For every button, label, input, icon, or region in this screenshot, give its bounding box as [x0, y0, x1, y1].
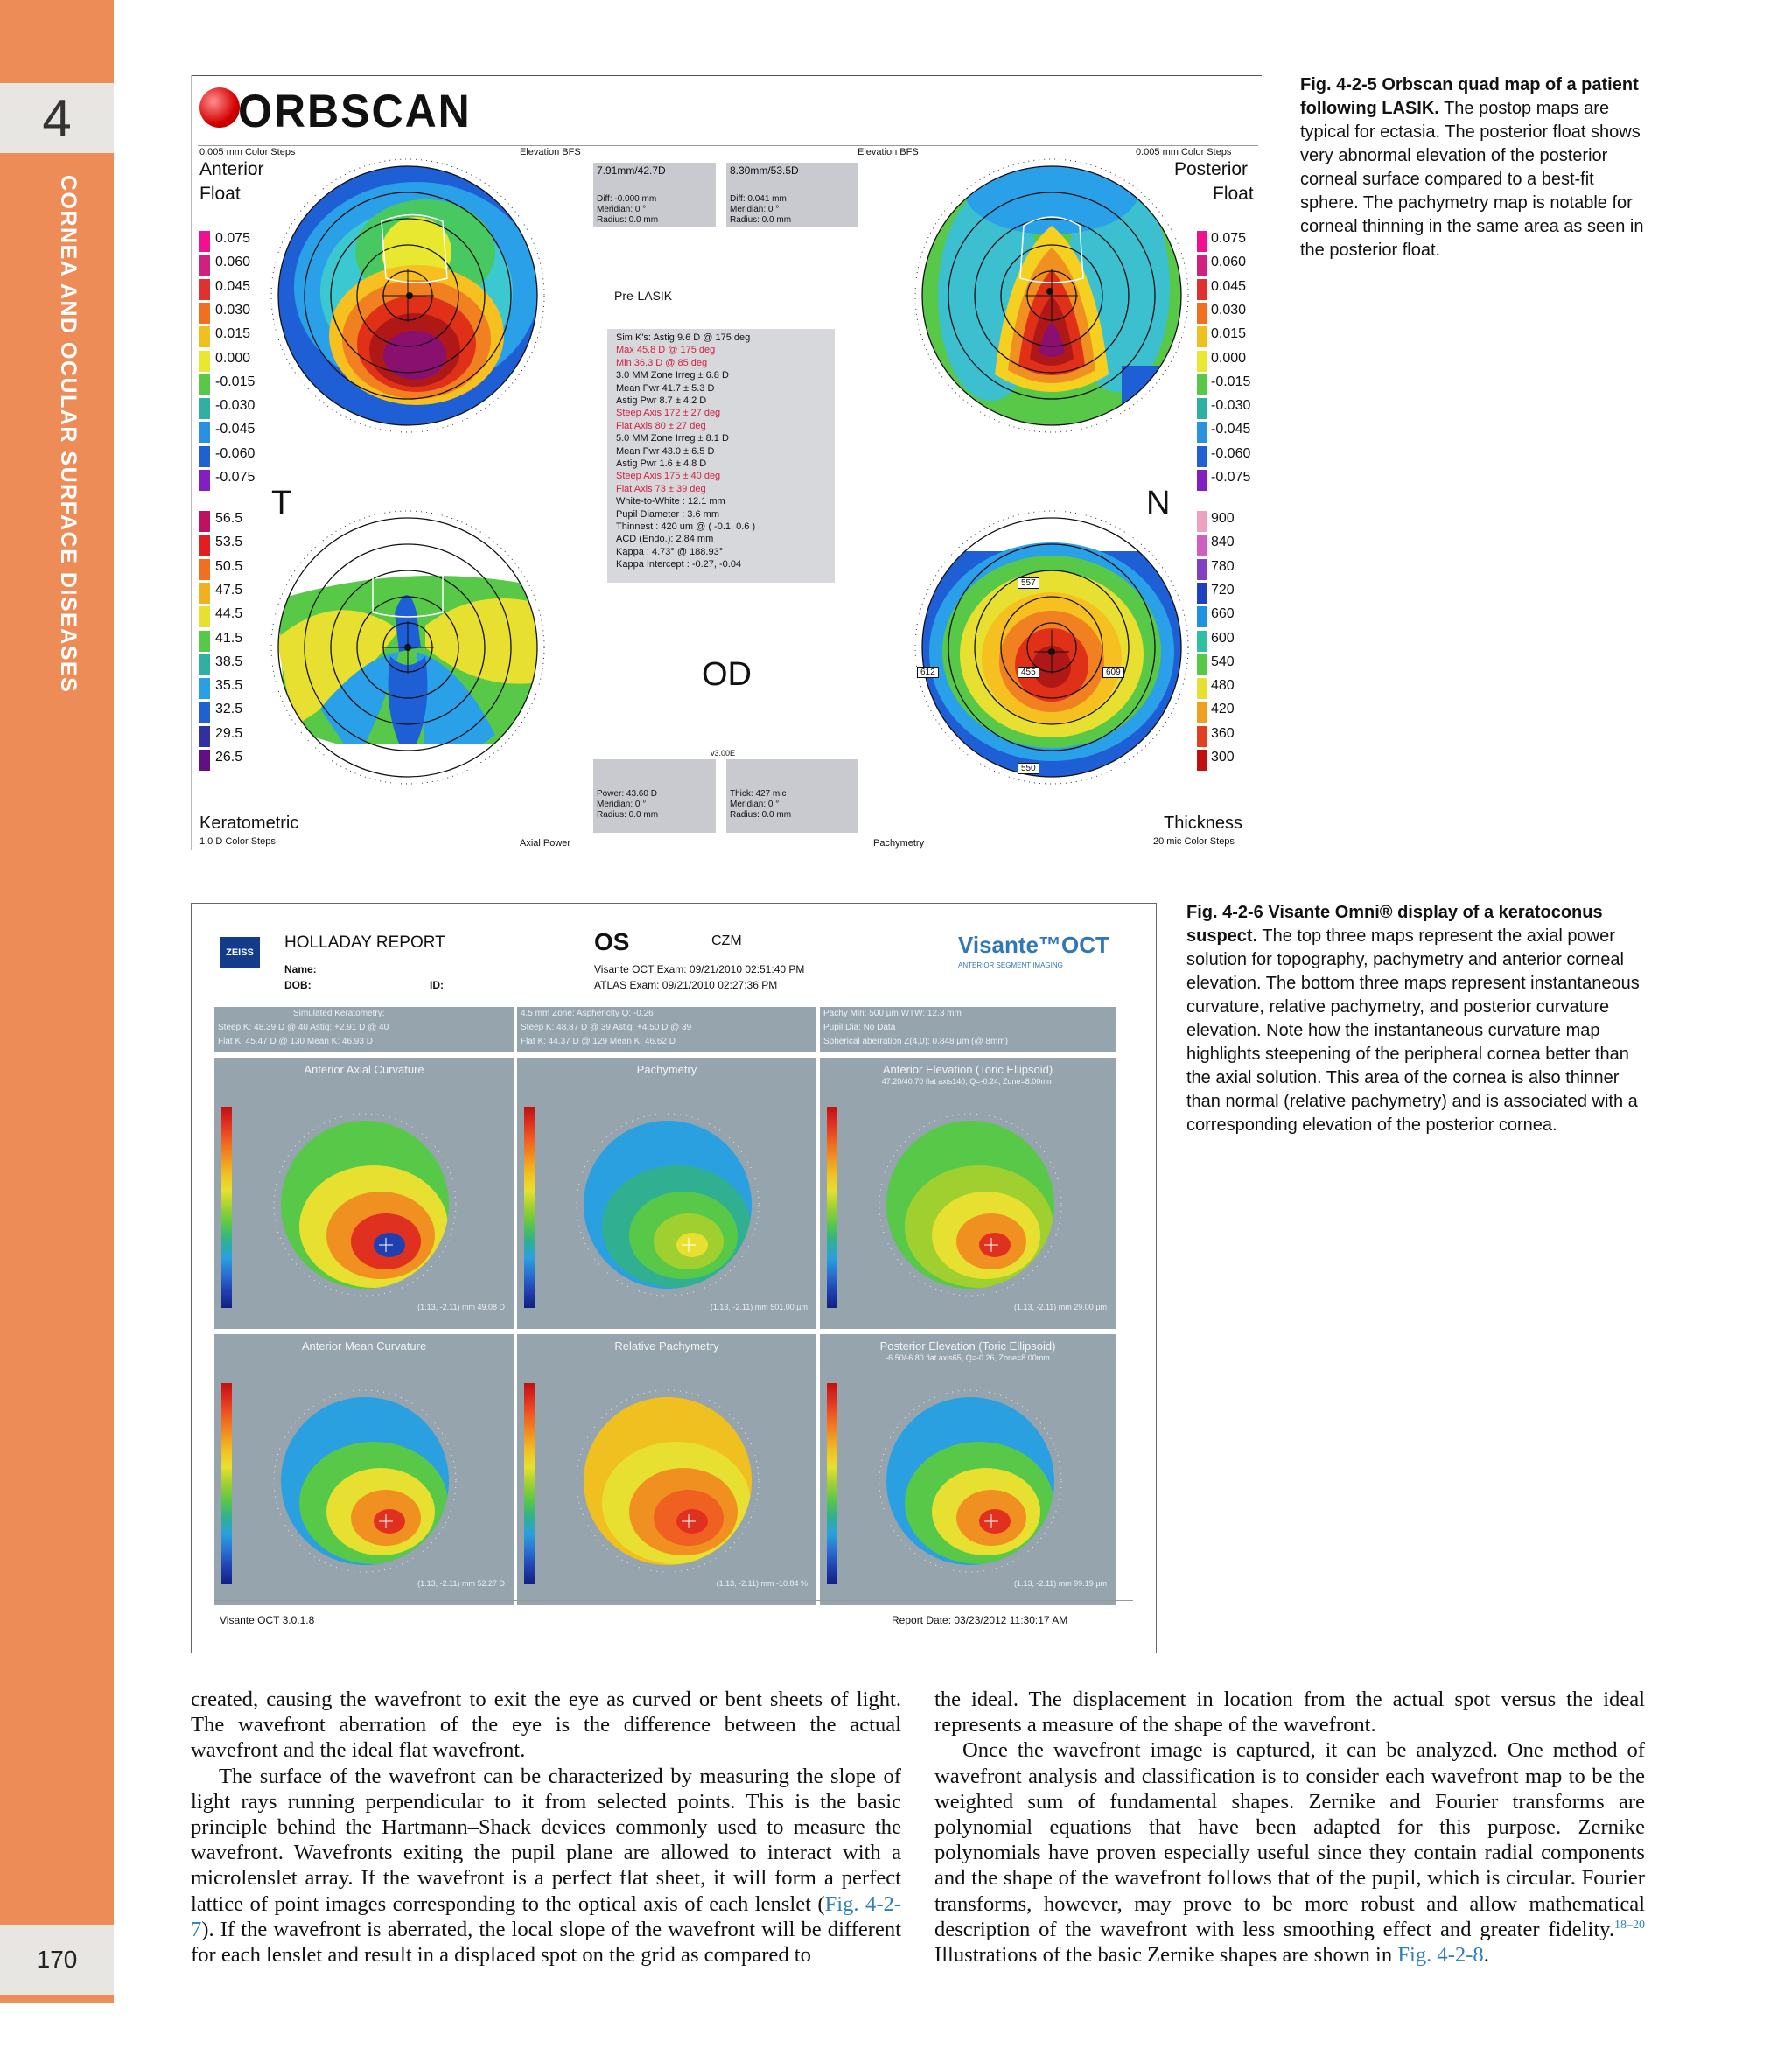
- scale-swatch: [200, 606, 210, 627]
- panel-map: [269, 1108, 461, 1301]
- visante-brand-sub: ANTERIOR SEGMENT IMAGING: [958, 961, 1063, 969]
- scale-swatch: [1197, 255, 1208, 276]
- right-paragraph-2a: Once the wavefront image is captured, it can be analyzed. One method of wavefront analysis and classification is to consider each wavefront map to be the weighted sum of fundamental shapes. Zernike and Fourier transforms are polynomial equations that have been adapted for this purpose. Zernike polynomials have proven especially useful since they contain radial components and the shape of the wavefront follows that of the pupil, which is circular. Fourier transforms, however, may prove to be more robust and allow mathematical description of the wavefront with less smoothing effect and greater fidelity.: [934, 1738, 1645, 1941]
- fig2-caption: [1186, 901, 1647, 1137]
- bfs-box-left: [593, 163, 716, 227]
- scale-label: 780: [1211, 558, 1235, 574]
- eye-label: OS: [594, 928, 630, 955]
- scale-swatch: [1197, 446, 1208, 467]
- scale-entry: [200, 629, 261, 653]
- panel-title: Anterior Elevation (Toric Ellipsoid): [882, 1063, 1054, 1076]
- scale-entry: [200, 748, 261, 772]
- panel-color-scale: [827, 1107, 837, 1308]
- scale-label: 600: [1211, 630, 1235, 646]
- simk-line: Min 36.3 D @ 85 deg: [616, 357, 708, 368]
- zone-line-1: Steep K: 48.87 D @ 39 Astig: +4.50 D @ 39: [521, 1023, 692, 1032]
- panel-title: Relative Pachymetry: [614, 1339, 719, 1353]
- scale-entry: [1197, 444, 1267, 468]
- scale-swatch: [200, 702, 210, 723]
- scale-swatch: [1197, 511, 1208, 532]
- scale-swatch: [1197, 750, 1208, 771]
- visante-map-panel: [517, 1058, 816, 1329]
- scale-swatch: [200, 511, 210, 532]
- power-line-3: Radius: 0.0 mm: [597, 810, 659, 820]
- power-box: [593, 759, 716, 833]
- scale-entry: [1197, 676, 1267, 700]
- simk-line: Flat Axis 73 ± 39 deg: [616, 483, 706, 494]
- scale-entry: [1197, 325, 1267, 348]
- right-float-scale: [1197, 229, 1267, 492]
- scale-entry: [1197, 605, 1267, 628]
- scale-entry: [200, 444, 261, 468]
- orbscan-logo: [200, 82, 497, 135]
- scale-swatch: [1197, 702, 1208, 723]
- keratometric-scale: [191, 509, 261, 772]
- figure-visante: [191, 903, 1157, 1653]
- thick-steps: 20 mic Color Steps: [1153, 836, 1235, 847]
- label-anterior: Anterior: [200, 159, 264, 179]
- scale-swatch: [1197, 422, 1208, 443]
- panel-map: [571, 1385, 764, 1577]
- panel-cursor-readout: (1.13, -2.11) mm 29.00 µm: [1013, 1303, 1107, 1311]
- scale-entry: [200, 533, 261, 556]
- fig1-caption: [1300, 73, 1650, 262]
- right-color-steps: 0.005 mm Color Steps: [1136, 147, 1232, 157]
- label-posterior: Posterior: [1174, 159, 1249, 179]
- scale-label: 53.5: [215, 535, 243, 550]
- simk-line: White-to-White : 12.1 mm: [616, 496, 725, 507]
- panel-map: [269, 1385, 461, 1577]
- footer-version: Visante OCT 3.0.1.8: [220, 1614, 315, 1626]
- thick-line-3: Radius: 0.0 mm: [730, 810, 792, 820]
- panel-cursor-readout: (1.13, -2.11) mm 99.19 µm: [1013, 1579, 1107, 1588]
- scale-swatch: [200, 303, 210, 324]
- chapter-title: CORNEA AND OCULAR SURFACE DISEASES: [56, 175, 80, 694]
- bfs-box-right: [726, 163, 858, 227]
- scale-swatch: [1197, 583, 1208, 604]
- body-column-right: [934, 1687, 1645, 1968]
- label-float-right: Float: [1213, 184, 1254, 204]
- simk-line: Sim K's: Astig 9.6 D @ 175 deg: [616, 332, 751, 343]
- pachy-header: [820, 1007, 1116, 1052]
- footer-report-date: Report Date: 03/23/2012 11:30:17 AM: [892, 1614, 1068, 1626]
- scale-label: 32.5: [215, 702, 243, 717]
- chapter-title-vertical: [35, 175, 88, 700]
- panel-cursor-readout: (1.13, -2.11) mm 501.00 µm: [710, 1303, 808, 1311]
- scale-swatch: [1197, 374, 1208, 395]
- simk-line: Flat Axis 80 ± 27 deg: [616, 420, 706, 431]
- scale-entry: [200, 581, 261, 605]
- simk-line: Thinnest : 420 um @ ( -0.1, 0.6 ): [616, 521, 756, 532]
- scale-swatch: [200, 631, 210, 652]
- scale-swatch: [200, 678, 210, 699]
- left-paragraph-1: created, causing the wavefront to exit the eye as curved or bent sheets of light. The wavefront aberration of the eye is the difference between the actual wavefront and the ideal flat wavefront.: [191, 1688, 901, 1763]
- scale-label: -0.075: [215, 470, 256, 485]
- panel-color-scale: [221, 1383, 232, 1584]
- posterior-float-map: [912, 156, 1192, 436]
- scale-entry: [1197, 581, 1267, 605]
- scale-swatch: [1197, 279, 1208, 300]
- scale-label: 29.5: [215, 725, 243, 741]
- axial-power-label: Axial Power: [520, 838, 571, 849]
- simk-line: Astig Pwr 8.7 ± 4.2 D: [616, 395, 707, 406]
- visante-map-panel: [214, 1334, 514, 1605]
- simk-line: Mean Pwr 43.0 ± 6.5 D: [616, 445, 715, 457]
- scale-entry: [200, 605, 261, 628]
- pachymetry-label: Pachymetry: [873, 838, 925, 849]
- label-float-left: Float: [200, 184, 241, 204]
- scale-entry: [200, 277, 261, 301]
- scale-entry: [1197, 253, 1267, 276]
- scale-label: -0.015: [1211, 374, 1251, 389]
- scale-swatch: [200, 559, 210, 580]
- scale-entry: [1197, 700, 1267, 723]
- simk-line: Mean Pwr 41.7 ± 5.3 D: [616, 382, 715, 394]
- bfs-right-value: 8.30mm/53.5D: [730, 164, 799, 177]
- fig1-caption-label: Fig. 4-2-5 Orbscan quad map of a patient following LASIK.: [1300, 75, 1639, 118]
- scale-label: 0.030: [215, 302, 251, 318]
- simk-box: [607, 329, 835, 583]
- sim-k-line-1: Steep K: 48.39 D @ 40 Astig: +2.91 D @ 40: [218, 1023, 389, 1032]
- diff-right-line-1: Diff: 0.041 mm: [730, 194, 787, 204]
- simk-line: Steep Axis 175 ± 40 deg: [616, 471, 721, 482]
- elev-bfs-right: Elevation BFS: [858, 147, 919, 157]
- pachy-value-center: 455: [1018, 667, 1040, 678]
- scale-label: -0.045: [215, 422, 256, 437]
- scale-entry: [200, 700, 261, 723]
- report-title: HOLLADAY REPORT: [284, 933, 445, 952]
- scale-label: 0.000: [215, 350, 251, 366]
- scale-entry: [1197, 373, 1267, 396]
- label-N: N: [1146, 485, 1171, 521]
- body-column-left: [191, 1687, 901, 1968]
- pachy-value-right: 609: [1102, 667, 1124, 678]
- scale-label: -0.060: [215, 445, 256, 461]
- scale-label: 44.5: [215, 606, 243, 622]
- scale-entry: [1197, 629, 1267, 653]
- panel-subtitle: -6.50/-6.80 flat axis65, Q=-0.26, Zone=8.00mm: [886, 1353, 1050, 1362]
- scale-label: 0.075: [215, 231, 251, 246]
- scale-swatch: [1197, 559, 1208, 580]
- scale-swatch: [200, 326, 210, 347]
- scale-label: 420: [1211, 702, 1235, 717]
- chapter-number: 4: [0, 83, 114, 153]
- visante-map-panel: [214, 1058, 514, 1329]
- diff-left-line-2: Meridian: 0 °: [597, 205, 647, 214]
- diff-left-line-3: Radius: 0.0 mm: [597, 215, 659, 225]
- pachy-value-bottom: 550: [1018, 763, 1040, 774]
- zeiss-logo: ZEISS: [220, 937, 260, 968]
- scale-entry: [1197, 229, 1267, 253]
- logo-text: ORBSCAN: [238, 85, 472, 137]
- zone-title: 4.5 mm Zone: Asphericity Q: -0.26: [521, 1009, 654, 1018]
- scale-swatch: [200, 351, 210, 372]
- scale-entry: [1197, 724, 1267, 748]
- scale-swatch: [1197, 726, 1208, 747]
- scale-label: 900: [1211, 511, 1235, 526]
- right-paragraph-2: [934, 1737, 1645, 1968]
- diff-right-line-2: Meridian: 0 °: [730, 205, 780, 214]
- scale-entry: [200, 253, 261, 276]
- scale-swatch: [200, 726, 210, 747]
- simk-line: 3.0 MM Zone Irreg ± 6.8 D: [616, 370, 729, 381]
- power-line-1: Power: 43.60 D: [597, 789, 657, 799]
- simk-line: Astig Pwr 1.6 ± 4.8 D: [616, 458, 707, 469]
- scale-entry: [200, 301, 261, 325]
- dob-label: DOB:: [284, 979, 312, 991]
- scale-entry: [1197, 277, 1267, 301]
- pachy-hdr-line-3: Spherical aberration Z(4,0): 0.848 µm (@ 8mm): [823, 1037, 1008, 1046]
- scale-label: 480: [1211, 678, 1235, 694]
- scale-swatch: [200, 422, 210, 443]
- scale-label: -0.015: [215, 374, 256, 389]
- scale-swatch: [200, 279, 210, 300]
- visante-map-panel: [820, 1058, 1116, 1329]
- scale-entry: [1197, 420, 1267, 444]
- label-T: T: [271, 485, 292, 521]
- scale-swatch: [200, 255, 210, 276]
- scale-swatch: [1197, 654, 1208, 675]
- scale-swatch: [1197, 470, 1208, 491]
- scale-entry: [200, 653, 261, 676]
- scale-label: 0.045: [1211, 278, 1247, 294]
- left-paragraph-2b: ). If the wavefront is aberrated, the local slope of the wavefront will be different for each lenslet and result in a displaced spot on the grid as compared to: [191, 1917, 901, 1968]
- scale-label: 0.015: [1211, 326, 1247, 342]
- panel-cursor-readout: (1.13, -2.11) mm 49.08 D: [417, 1303, 505, 1311]
- scale-swatch: [1197, 303, 1208, 324]
- scale-swatch: [1197, 535, 1208, 556]
- name-label: Name:: [284, 963, 317, 975]
- scale-entry: [200, 420, 261, 444]
- scale-entry: [1197, 557, 1267, 581]
- scale-swatch: [200, 583, 210, 604]
- scale-entry: [200, 373, 261, 396]
- scale-entry: [1197, 533, 1267, 556]
- page-number: 170: [0, 1925, 114, 1995]
- scale-label: -0.045: [1211, 422, 1251, 437]
- left-paragraph-2a: The surface of the wavefront can be characterized by measuring the slope of light rays running perpendicular to it from selected points. This is the basic principle behind the Hartmann–Shack devices commonly used to measure the wavefront. Wavefronts exiting the pupil plane are allowed to interact with a microlenslet array. If the wavefront is a perfect flat sheet, it will form a perfect lattice of point images corresponding to the optical axis of each lenslet (: [191, 1764, 901, 1916]
- left-float-scale: [191, 229, 261, 492]
- simk-line: 5.0 MM Zone Irreg ± 8.1 D: [616, 433, 729, 444]
- scale-entry: [1197, 396, 1267, 420]
- visante-map-panel: [517, 1334, 816, 1605]
- panel-title: Anterior Mean Curvature: [301, 1339, 427, 1353]
- simk-line: Steep Axis 172 ± 27 deg: [616, 408, 721, 419]
- scale-entry: [200, 509, 261, 533]
- scale-label: 0.030: [1211, 302, 1247, 318]
- panel-map: [874, 1108, 1067, 1301]
- scale-entry: [1197, 748, 1267, 772]
- zone-header: [517, 1007, 816, 1052]
- panel-color-scale: [221, 1107, 232, 1308]
- scale-swatch: [1197, 606, 1208, 627]
- diff-left-line-1: Diff: -0.000 mm: [597, 194, 657, 204]
- fig-4-2-8-link[interactable]: Fig. 4-2-8: [1397, 1943, 1484, 1968]
- label-thickness: Thickness: [1164, 814, 1243, 833]
- scale-entry: [1197, 653, 1267, 676]
- scale-swatch: [200, 374, 210, 395]
- panel-color-scale: [524, 1383, 535, 1584]
- czm-label: CZM: [711, 933, 742, 948]
- keratometric-map: [268, 507, 548, 787]
- scale-label: 300: [1211, 750, 1235, 765]
- fig2-caption-label: Fig. 4-2-6 Visante Omni® display of a keratoconus suspect.: [1186, 903, 1603, 946]
- scale-label: 0.060: [1211, 255, 1247, 270]
- simk-line: Kappa Intercept : -0.27, -0.04: [616, 559, 742, 570]
- panel-title: Posterior Elevation (Toric Ellipsoid): [879, 1339, 1056, 1353]
- scale-entry: [200, 325, 261, 348]
- scale-entry: [1197, 301, 1267, 325]
- scale-swatch: [200, 750, 210, 771]
- diff-right-line-3: Radius: 0.0 mm: [730, 215, 792, 225]
- pachy-hdr-line-2: Pupil Dia: No Data: [823, 1023, 896, 1032]
- label-OD: OD: [702, 656, 752, 693]
- pre-lasik-label: Pre-LASIK: [614, 289, 673, 303]
- citation-18-20[interactable]: 18–20: [1614, 1918, 1645, 1932]
- panel-cursor-readout: (1.13, -2.11) mm 52.27 D: [417, 1579, 505, 1588]
- scale-swatch: [1197, 231, 1208, 252]
- scale-label: 38.5: [215, 654, 243, 669]
- thick-box: [726, 759, 858, 833]
- right-paragraph-2c: .: [1483, 1943, 1489, 1968]
- simk-line: ACD (Endo.): 2.84 mm: [616, 534, 714, 545]
- scale-swatch: [200, 446, 210, 467]
- scale-label: 0.015: [215, 326, 251, 342]
- scale-label: 0.060: [215, 255, 251, 270]
- left-color-steps: 0.005 mm Color Steps: [200, 147, 296, 157]
- elev-bfs-left: Elevation BFS: [520, 147, 581, 157]
- panel-title: Anterior Axial Curvature: [304, 1063, 424, 1076]
- scale-label: 0.045: [215, 278, 251, 294]
- visante-brand: Visante™OCT: [958, 932, 1110, 958]
- scale-entry: [200, 229, 261, 253]
- left-paragraph-2: [191, 1764, 901, 1968]
- exam-date-2: ATLAS Exam: 09/21/2010 02:27:36 PM: [594, 979, 778, 991]
- simk-line: Max 45.8 D @ 175 deg: [616, 345, 716, 356]
- figure-orbscan: [191, 75, 1262, 850]
- scale-swatch: [200, 398, 210, 419]
- pachy-value-left: 612: [917, 667, 939, 678]
- scale-label: 35.5: [215, 678, 243, 694]
- scale-swatch: [1197, 631, 1208, 652]
- scale-label: 360: [1211, 725, 1235, 741]
- sim-k-header: [214, 1007, 514, 1052]
- scale-entry: [200, 468, 261, 492]
- bfs-left-value: 7.91mm/42.7D: [597, 164, 666, 177]
- panel-map: [874, 1385, 1067, 1577]
- panel-subtitle: 47.20/40.70 flat axis140, Q=-0.24, Zone=8.00mm: [881, 1077, 1054, 1086]
- panel-color-scale: [524, 1107, 535, 1308]
- right-paragraph-2b: Illustrations of the basic Zernike shapes are shown in: [934, 1943, 1398, 1968]
- id-label: ID:: [430, 979, 444, 991]
- scale-label: 720: [1211, 582, 1235, 598]
- scale-label: 50.5: [215, 558, 243, 574]
- scale-label: 840: [1211, 535, 1235, 550]
- pachy-value-top: 557: [1018, 577, 1040, 589]
- pachymetry-map: [912, 507, 1192, 787]
- scale-swatch: [1197, 398, 1208, 419]
- thickness-scale: [1197, 509, 1267, 772]
- anterior-float-map: [268, 156, 548, 436]
- scale-swatch: [200, 470, 210, 491]
- thick-line-1: Thick: 427 mic: [730, 789, 787, 799]
- sim-k-line-2: Flat K: 45.47 D @ 130 Mean K: 46.93 D: [218, 1037, 373, 1046]
- panel-color-scale: [827, 1383, 837, 1584]
- fig2-caption-text: The top three maps represent the axial power solution for topography, pachymetry and anterior corneal elevation. The bottom three maps represent instantaneous curvature, relative pachymetry, and posterior curvature elevation. Note how the instantaneous curvature map highlights steepening of the peripheral cornea better than the axial solution. This area of the cornea is also thinner than normal (relative pachymetry) and is associated with a corresponding elevation of the posterior cornea.: [1186, 926, 1640, 1135]
- scale-entry: [200, 557, 261, 581]
- exam-date-1: Visante OCT Exam: 09/21/2010 02:51:40 PM: [594, 963, 805, 975]
- simk-line: Pupil Diameter : 3.6 mm: [616, 508, 719, 520]
- scale-label: 47.5: [215, 582, 243, 598]
- thick-line-2: Meridian: 0 °: [730, 800, 780, 809]
- scale-label: -0.030: [215, 398, 256, 414]
- scale-label: 0.075: [1211, 231, 1247, 246]
- right-paragraph-1: the ideal. The displacement in location from the actual spot versus the ideal represents a measure of the shape of the wavefront.: [934, 1688, 1645, 1737]
- panel-map: [571, 1108, 764, 1301]
- scale-entry: [200, 349, 261, 373]
- scale-entry: [200, 676, 261, 700]
- scale-label: -0.060: [1211, 445, 1251, 461]
- label-keratometric: Keratometric: [200, 814, 299, 833]
- scale-label: 41.5: [215, 630, 243, 646]
- scale-label: 26.5: [215, 750, 243, 765]
- fig1-caption-text: The postop maps are typical for ectasia. The posterior float shows very abnormal elevation of the posterior corneal surface compared to a best-fit sphere. The pachymetry map is notable for corneal thinning in the same area as seen in the posterior float.: [1300, 99, 1644, 260]
- visante-map-panel: [820, 1334, 1116, 1605]
- power-line-2: Meridian: 0 °: [597, 800, 647, 809]
- scale-label: 660: [1211, 606, 1235, 622]
- pachy-hdr-line-1: Pachy Min: 500 µm WTW: 12.3 mm: [823, 1009, 962, 1018]
- scale-label: 540: [1211, 654, 1235, 669]
- scale-swatch: [1197, 678, 1208, 699]
- scale-label: 0.000: [1211, 350, 1247, 366]
- scale-swatch: [200, 654, 210, 675]
- kerat-steps: 1.0 D Color Steps: [200, 836, 276, 847]
- scale-entry: [1197, 349, 1267, 373]
- panel-title: Pachymetry: [636, 1063, 697, 1076]
- logo-ball-icon: [200, 87, 240, 128]
- scale-label: -0.030: [1211, 398, 1251, 414]
- scale-entry: [1197, 509, 1267, 533]
- fig-4-2-7-link[interactable]: Fig. 4-2-7: [191, 1891, 901, 1941]
- scale-swatch: [1197, 351, 1208, 372]
- panel-cursor-readout: (1.13, -2.11) mm -10.84 %: [716, 1579, 808, 1588]
- scale-entry: [1197, 468, 1267, 492]
- sim-k-title: Simulated Keratometry:: [293, 1009, 385, 1018]
- scale-entry: [200, 396, 261, 420]
- zone-line-2: Flat K: 44.37 D @ 129 Mean K: 46.62 D: [521, 1037, 676, 1046]
- version-label: v3.00E: [710, 749, 736, 758]
- scale-label: 56.5: [215, 511, 243, 526]
- scale-entry: [200, 724, 261, 748]
- scale-swatch: [1197, 326, 1208, 347]
- scale-swatch: [200, 535, 210, 556]
- scale-label: -0.075: [1211, 470, 1251, 485]
- scale-swatch: [200, 231, 210, 252]
- simk-line: Kappa : 4.73° @ 188.93°: [616, 546, 724, 557]
